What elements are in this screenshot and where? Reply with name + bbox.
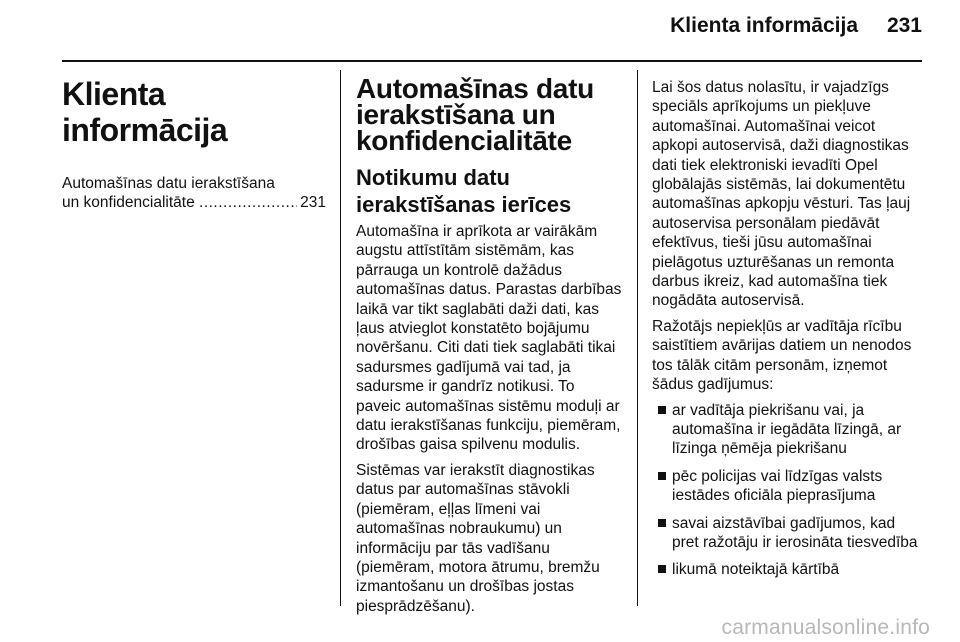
toc-entry-page: 231 (300, 194, 326, 211)
running-header-title: Klienta informācija (670, 14, 858, 37)
square-bullet-icon (658, 519, 666, 527)
subsection-title-line: ierakstīšanas ierīces (356, 192, 572, 217)
toc-leader-dots (199, 193, 297, 212)
bullet-text: savai aizstāvībai gadījumos, kad pret ražotāju ir ierosināta tiesvedība (672, 514, 918, 551)
chapter-title: Klienta informācija (62, 76, 228, 148)
subsection-title (356, 164, 622, 218)
column-divider-2 (637, 70, 638, 606)
square-bullet-icon (658, 565, 666, 573)
column-3 (652, 78, 924, 588)
column-2 (356, 73, 622, 622)
bullet-item (652, 560, 924, 579)
column-divider-1 (340, 70, 341, 606)
bullet-text: pēc policijas vai līdzīgas valsts iestādes oficiāla pieprasījuma (672, 467, 883, 505)
body-paragraph: Automašīna ir aprīkota ar vairākām augstu attīstītām sistēmām, kas pārrauga un kontrolē dažādus automašīnas datus. Parastas darbības laikā var tikt saglabāti daži dati, kas ļaus atvieglot konstatēto bojājumu novēršanu. Citi dati tiek saglabāti tikai sadursmes gadījumā vai tad, ja sadursme ir gandrīz notikusi. To paveic automašīnas sistēmu moduļi ar datu ierakstīšanas funkciju, piemēram, drošības gaisa spilvenu modulis. (356, 223, 622, 454)
header-rule (62, 60, 922, 62)
page-number: 231 (886, 14, 922, 37)
section-title-line: konfidencialitāte (356, 125, 572, 156)
bullet-text: likumā noteiktajā kārtībā (672, 561, 840, 579)
section-title (356, 73, 622, 156)
bullet-item (652, 467, 924, 506)
toc-entry[interactable] (62, 174, 326, 212)
section-title-line: ierakstīšana un (356, 99, 556, 130)
body-paragraph: Ražotājs nepiekļūs ar vadītāja rīcību saistītiem avārijas datiem un nenodos tos tālāk citām personām, izņemot šādus gadījumus: (652, 317, 912, 394)
bullet-text: ar vadītāja piekrišanu vai, ja automašīna ir iegādāta līzingā, ar līzinga ņēmēja piekrišanu (672, 401, 902, 458)
toc-entry-title-line: Automašīnas datu ierakstīšana (62, 175, 275, 192)
body-paragraph: Lai šos datus nolasītu, ir vajadzīgs speciāls aprīkojums un piekļuve automašīnai. Automašīnai veicot apkopi autoservisā, daži diagnostikas dati tiek elektroniski ievadīti Opel globālajās sistēmās, lai dokumentētu automašīnas apkopju vēsturi. Tas ļauj autoservisa personālam piedāvāt efektīvus, tieši jūsu automašīnai pielāgotus uzturēšanas un remonta darbus ikreiz, kad automašīna tiek nogādāta autoservisā. (652, 79, 911, 310)
column-1 (62, 76, 326, 212)
bullet-list (652, 401, 924, 580)
square-bullet-icon (658, 406, 666, 414)
toc-entry-leader-line (62, 193, 326, 212)
bullet-item (652, 514, 924, 553)
bullet-item (652, 401, 924, 459)
watermark: carmanualsonline.info (721, 616, 930, 639)
square-bullet-icon (658, 472, 666, 480)
subsection-title-line: Notikumu datu (356, 165, 510, 190)
body-paragraph: Sistēmas var ierakstīt diagnostikas datus par automašīnas stāvokli (piemēram, eļļas līmeni vai automašīnas nobraukumu) un informāciju par tās vadīšanu (piemēram, motora ātrumu, bremžu izmantošanu un drošības jostas piesprādzēšanu). (356, 461, 600, 615)
section-title-line: Automašīnas datu (356, 73, 594, 104)
toc-entry-title-cont: un konfidencialitāte (62, 194, 200, 211)
